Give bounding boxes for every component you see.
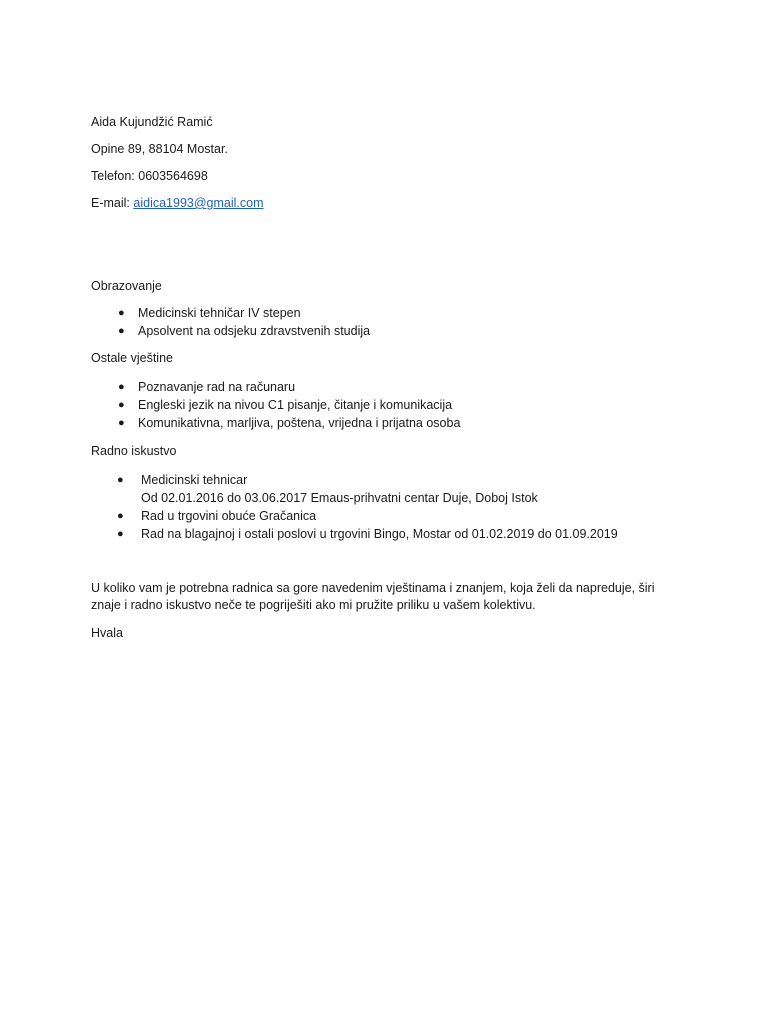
applicant-email-line (91, 195, 264, 211)
email-label: E-mail: (91, 196, 130, 210)
bullet-icon: ● (117, 474, 124, 486)
bullet-icon: ● (118, 307, 125, 319)
skills-heading: Ostale vještine (91, 351, 173, 365)
closing-thanks: Hvala (91, 626, 123, 640)
applicant-name: Aida Kujundžić Ramić (91, 115, 213, 129)
bullet-icon: ● (117, 528, 124, 540)
bullet-icon: ● (118, 399, 125, 411)
experience-heading: Radno iskustvo (91, 444, 177, 458)
experience-title: Medicinski tehnicar (141, 473, 248, 487)
bullet-icon: ● (117, 510, 124, 522)
applicant-address: Opine 89, 88104 Mostar. (91, 142, 228, 156)
closing-paragraph: U koliko vam je potrebna radnica sa gore navedenim vještinama i znanjem, koja želi da napreduje, širi znaje i radno iskustvo neče te pogriješiti ako mi pružite priliku u vašem kolektivu. (91, 581, 655, 612)
experience-details: Od 02.01.2016 do 03.06.2017 Emaus-prihvatni centar Duje, Doboj Istok (141, 491, 538, 505)
bullet-icon: ● (118, 381, 125, 393)
education-heading: Obrazovanje (91, 279, 162, 293)
email-link[interactable]: aidica1993@gmail.com (133, 196, 264, 210)
applicant-phone: Telefon: 0603564698 (91, 169, 208, 183)
bullet-icon: ● (118, 325, 125, 337)
bullet-icon: ● (118, 417, 125, 429)
